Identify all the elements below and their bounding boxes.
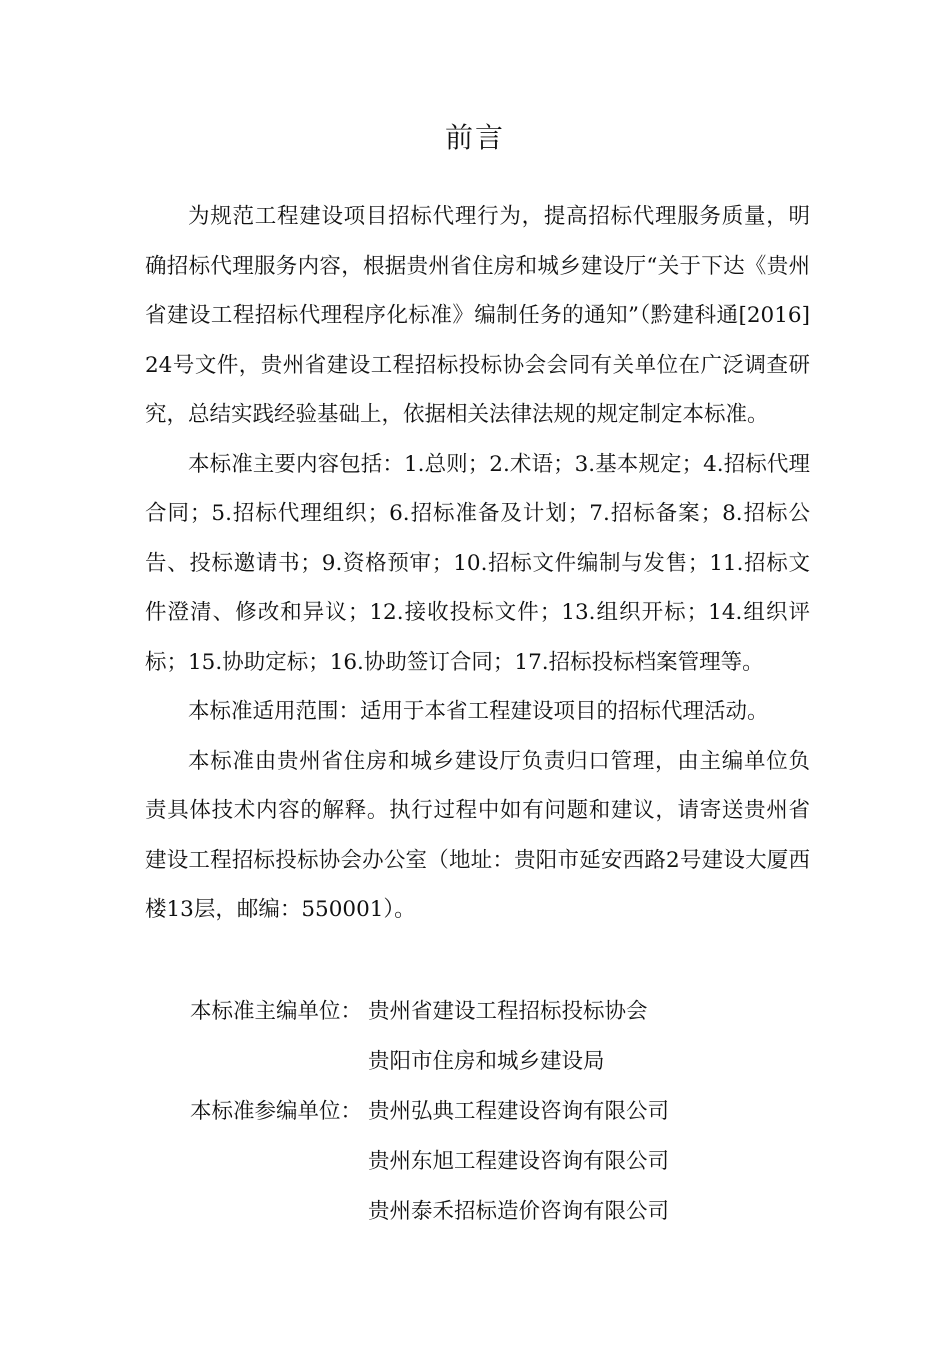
- participating-editor-unit: 贵州泰禾招标造价咨询有限公司: [368, 1199, 670, 1224]
- editor-label-spacer: [190, 1137, 368, 1187]
- preface-body: [145, 192, 810, 935]
- paragraph-scope: 本标准适用范围：适用于本省工程建设项目的招标代理活动。: [188, 699, 769, 724]
- editor-units: [190, 987, 669, 1237]
- paragraph-management: 本标准由贵州省住房和城乡建设厅负责归口管理，由主编单位负责具体技术内容的解释。执行过程中如有问题和建议，请寄送贵州省建设工程招标投标协会办公室（地址：贵阳市延安西路2号建设大厦西楼13层，邮编：550001）。: [145, 748, 810, 922]
- page-title: 前言: [444, 121, 505, 154]
- participating-editor-unit: 贵州东旭工程建设咨询有限公司: [368, 1149, 670, 1174]
- chief-editor-unit: 贵阳市住房和城乡建设局: [368, 1049, 605, 1074]
- participating-editor-row: [190, 1137, 669, 1187]
- participating-editor-label: 本标准参编单位：: [190, 1099, 363, 1124]
- chief-editor-label: 本标准主编单位：: [190, 999, 363, 1024]
- chief-editor-row: [190, 1037, 669, 1087]
- participating-editor-row: [190, 1187, 669, 1237]
- participating-editor-row: [190, 1087, 669, 1137]
- chief-editor-row: [190, 987, 669, 1037]
- editor-label-spacer: [190, 1187, 368, 1237]
- editor-label-spacer: [190, 1037, 368, 1087]
- chief-editor-unit: 贵州省建设工程招标投标协会: [368, 999, 648, 1024]
- paragraph-contents: 本标准主要内容包括：1.总则；2.术语；3.基本规定；4.招标代理合同；5.招标代理组织；6.招标准备及计划；7.招标备案；8.招标公告、投标邀请书；9.资格预审；10.招标文件编制与发售；11.招标文件澄清、修改和异议；12.接收投标文件；13.组织开标；14.组织评标；15.协助定标；16.协助签订合同；17.招标投标档案管理等。: [145, 451, 810, 675]
- paragraph-purpose: 为规范工程建设项目招标代理行为，提高招标代理服务质量，明确招标代理服务内容，根据贵州省住房和城乡建设厅“关于下达《贵州省建设工程招标代理程序化标准》编制任务的通知”（黔建科通[2016]24号文件，贵州省建设工程招标投标协会会同有关单位在广泛调查研究，总结实践经验基础上，依据相关法律法规的规定制定本标准。: [145, 204, 810, 427]
- participating-editor-unit: 贵州弘典工程建设咨询有限公司: [368, 1099, 670, 1124]
